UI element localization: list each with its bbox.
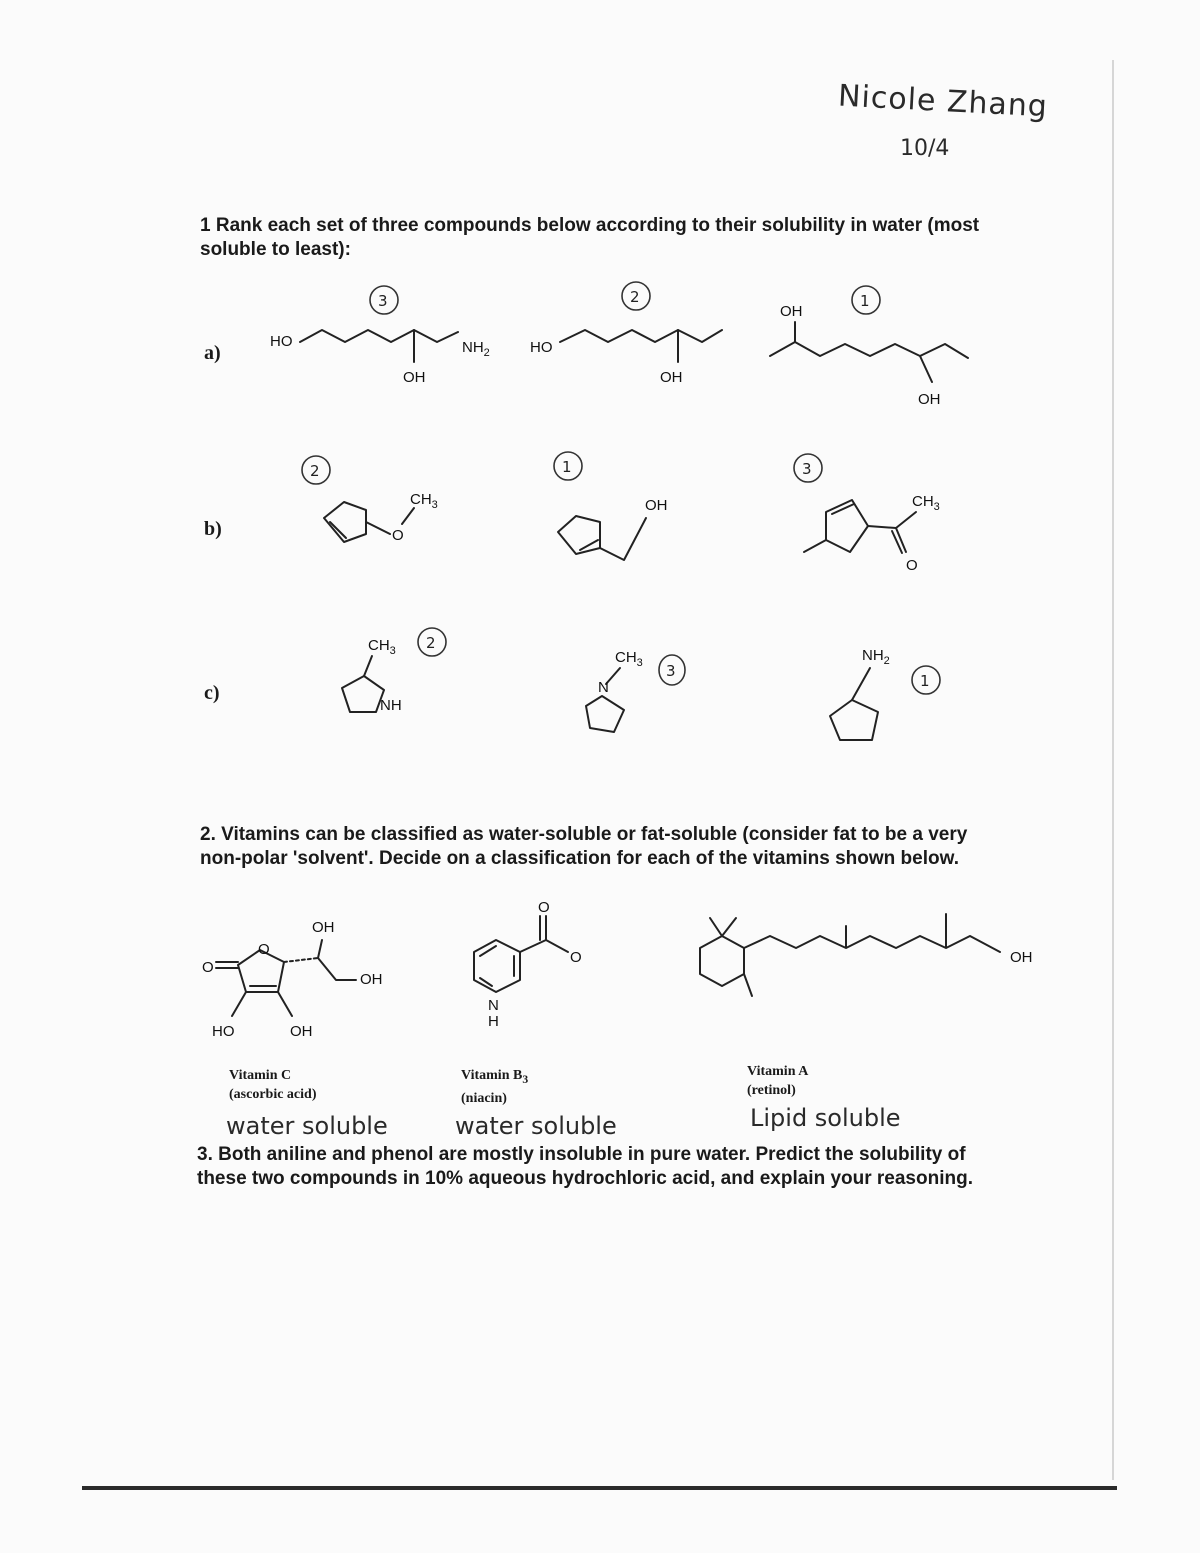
atom-label: OH — [312, 919, 335, 936]
atom-label: H — [488, 1013, 499, 1030]
compound-a1 — [270, 286, 490, 386]
atom-label: HO — [530, 339, 553, 356]
rank-b2: 1 — [562, 458, 572, 476]
compound-c3 — [830, 647, 940, 740]
vitamin-c-name: Vitamin C — [229, 1068, 292, 1083]
atom-label: $CH_3$ — [368, 637, 396, 657]
rank-a1: 3 — [378, 292, 388, 310]
atom-label: NH — [380, 697, 402, 714]
atom-label: O — [258, 941, 270, 958]
compound-b3 — [794, 454, 940, 574]
rank-c3: 1 — [920, 672, 930, 690]
row-label-b: b) — [204, 518, 222, 540]
atom-label: OH — [660, 369, 683, 386]
atom-label: $CH_3$ — [615, 649, 643, 669]
compound-b2 — [554, 452, 668, 560]
row-label-c: c) — [204, 682, 220, 704]
atom-label: $NH_2$ — [462, 339, 490, 359]
atom-label: $CH_3$ — [912, 493, 940, 513]
answer-vitamin-a: Lipid soluble — [750, 1104, 901, 1132]
rank-a2: 2 — [630, 288, 640, 306]
compound-a2 — [530, 282, 722, 386]
vitamin-b3-alt: (niacin) — [461, 1090, 507, 1106]
question-1-text: 1 Rank each set of three compounds below according to their solubility in water (most soluble to least): — [200, 215, 980, 260]
question-3-text: 3. Both aniline and phenol are mostly insoluble in pure water. Predict the solubility of these two compounds in 10% aqueous hydrochloric acid, and explain your reasoning. — [197, 1144, 973, 1189]
structure-vitamin-b3 — [474, 899, 582, 1030]
structure-vitamin-c — [202, 919, 383, 1040]
rank-b1: 2 — [310, 462, 320, 480]
atom-label: OH — [918, 391, 941, 408]
vitamin-b3-name: Vitamin $B_3$ — [461, 1068, 529, 1086]
atom-label: O — [570, 949, 582, 966]
student-date: 10/4 — [900, 136, 950, 161]
answer-vitamin-b3: water soluble — [455, 1112, 617, 1140]
atom-label: O — [202, 959, 214, 976]
question-2-text: 2. Vitamins can be classified as water-soluble or fat-soluble (consider fat to be a very non-polar 'solvent'. Decide on a classification for each of the vitamins shown below. — [200, 824, 968, 869]
rank-c1: 2 — [426, 634, 436, 652]
atom-label: N — [488, 997, 499, 1014]
atom-label: OH — [780, 303, 803, 320]
atom-label: HO — [270, 333, 293, 350]
atom-label: OH — [1010, 949, 1033, 966]
compound-a3 — [770, 286, 968, 408]
answer-vitamin-c: water soluble — [226, 1112, 388, 1140]
atom-label: OH — [403, 369, 426, 386]
atom-label: HO — [212, 1023, 235, 1040]
atom-label: $NH_2$ — [862, 647, 890, 667]
compound-b1 — [302, 456, 438, 544]
atom-label: O — [392, 527, 404, 544]
vitamin-c-alt: (ascorbic acid) — [229, 1087, 317, 1102]
compound-c2 — [586, 649, 685, 732]
compound-c1 — [342, 628, 446, 714]
vitamin-b3-caption — [461, 1066, 528, 1108]
student-name: Nicole Zhang — [837, 78, 1049, 125]
rank-c2: 3 — [666, 662, 676, 680]
atom-label: OH — [360, 971, 383, 988]
atom-label: O — [906, 557, 918, 574]
rank-b3: 3 — [802, 460, 812, 478]
vitamin-a-name: Vitamin A — [747, 1064, 809, 1079]
vitamin-a-caption — [747, 1062, 808, 1100]
atom-label: $CH_3$ — [410, 491, 438, 511]
vitamin-a-alt: (retinol) — [747, 1083, 796, 1098]
atom-label: OH — [645, 497, 668, 514]
structure-vitamin-a — [700, 914, 1033, 996]
vitamin-c-caption — [229, 1066, 316, 1104]
atom-label: N — [598, 679, 609, 696]
page-bottom-edge — [82, 1486, 1117, 1490]
atom-label: OH — [290, 1023, 313, 1040]
atom-label: O — [538, 899, 550, 916]
rank-a3: 1 — [860, 292, 870, 310]
row-label-a: a) — [204, 342, 221, 364]
